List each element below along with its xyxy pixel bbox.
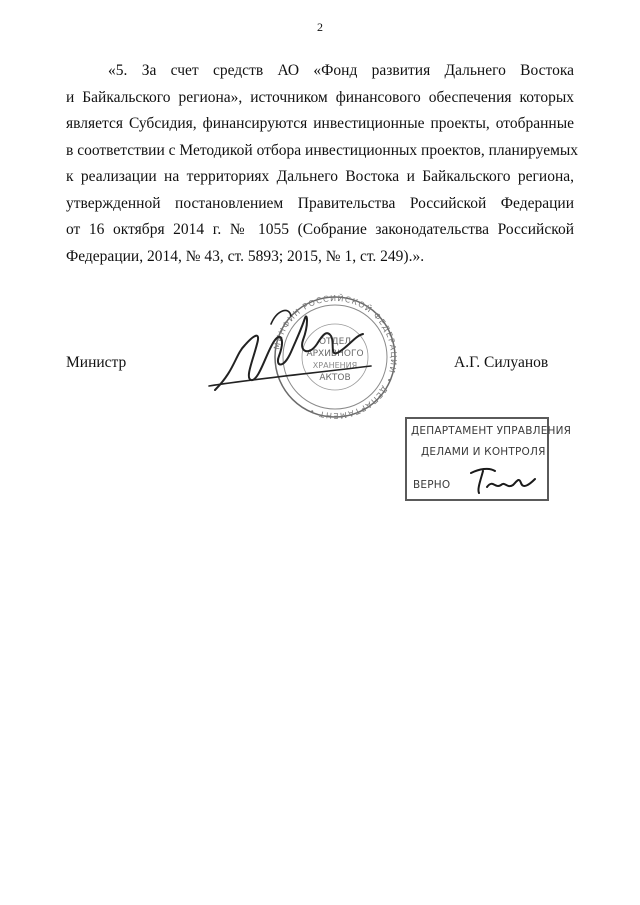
paragraph-line: утвержденной постановлением Правительства Российской Федерации — [66, 194, 574, 212]
page-number: 2 — [317, 20, 323, 34]
stamp-line-department: ДЕПАРТАМЕНТ УПРАВЛЕНИЯ — [411, 425, 572, 437]
signatory-position: Министр — [66, 354, 127, 371]
verification-stamp — [405, 417, 572, 501]
svg-text:МИНФИН РОССИЙСКОЙ ФЕДЕРАЦИИ •: МИНФИН РОССИЙСКОЙ ФЕДЕРАЦИИ • ДЕПАРТАМЕНТ • — [272, 293, 399, 421]
svg-text:АРХИВНОГО: АРХИВНОГО — [306, 349, 364, 359]
signature-row — [0, 354, 640, 384]
paragraph-line: Федерации, 2014, № 43, ст. 5893; 2015, № 1, ст. 249).». — [66, 247, 425, 265]
paragraph-line: к реализации на территориях Дальнего Востока и Байкальского региона, — [66, 168, 574, 185]
paragraph-line: от 16 октября 2014 г. № 1055 (Собрание законодательства Российской — [66, 221, 574, 238]
svg-text:ОТДЕЛ: ОТДЕЛ — [318, 337, 352, 347]
paragraph-line: «5. За счет средств АО «Фонд развития Дальнего Востока — [108, 62, 574, 79]
svg-text:АКТОВ: АКТОВ — [319, 373, 351, 383]
body-paragraph — [66, 58, 579, 270]
signatory-name: А.Г. Силуанов — [454, 354, 549, 371]
paragraph-line: и Байкальского региона», источником финансового обеспечения которых — [66, 88, 574, 106]
stamp-line-verno: ВЕРНО — [413, 479, 451, 491]
stamp-line-control: ДЕЛАМИ И КОНТРОЛЯ — [421, 446, 546, 458]
minister-signature — [205, 300, 375, 400]
stamp-signature — [465, 463, 545, 497]
svg-text:ХРАНЕНИЯ: ХРАНЕНИЯ — [312, 361, 358, 370]
paragraph-line: является Субсидия, финансируются инвестиционные проекты, отобранные — [66, 115, 574, 132]
paragraph-line: в соответствии с Методикой отбора инвестиционных проектов, планируемых — [66, 141, 579, 159]
